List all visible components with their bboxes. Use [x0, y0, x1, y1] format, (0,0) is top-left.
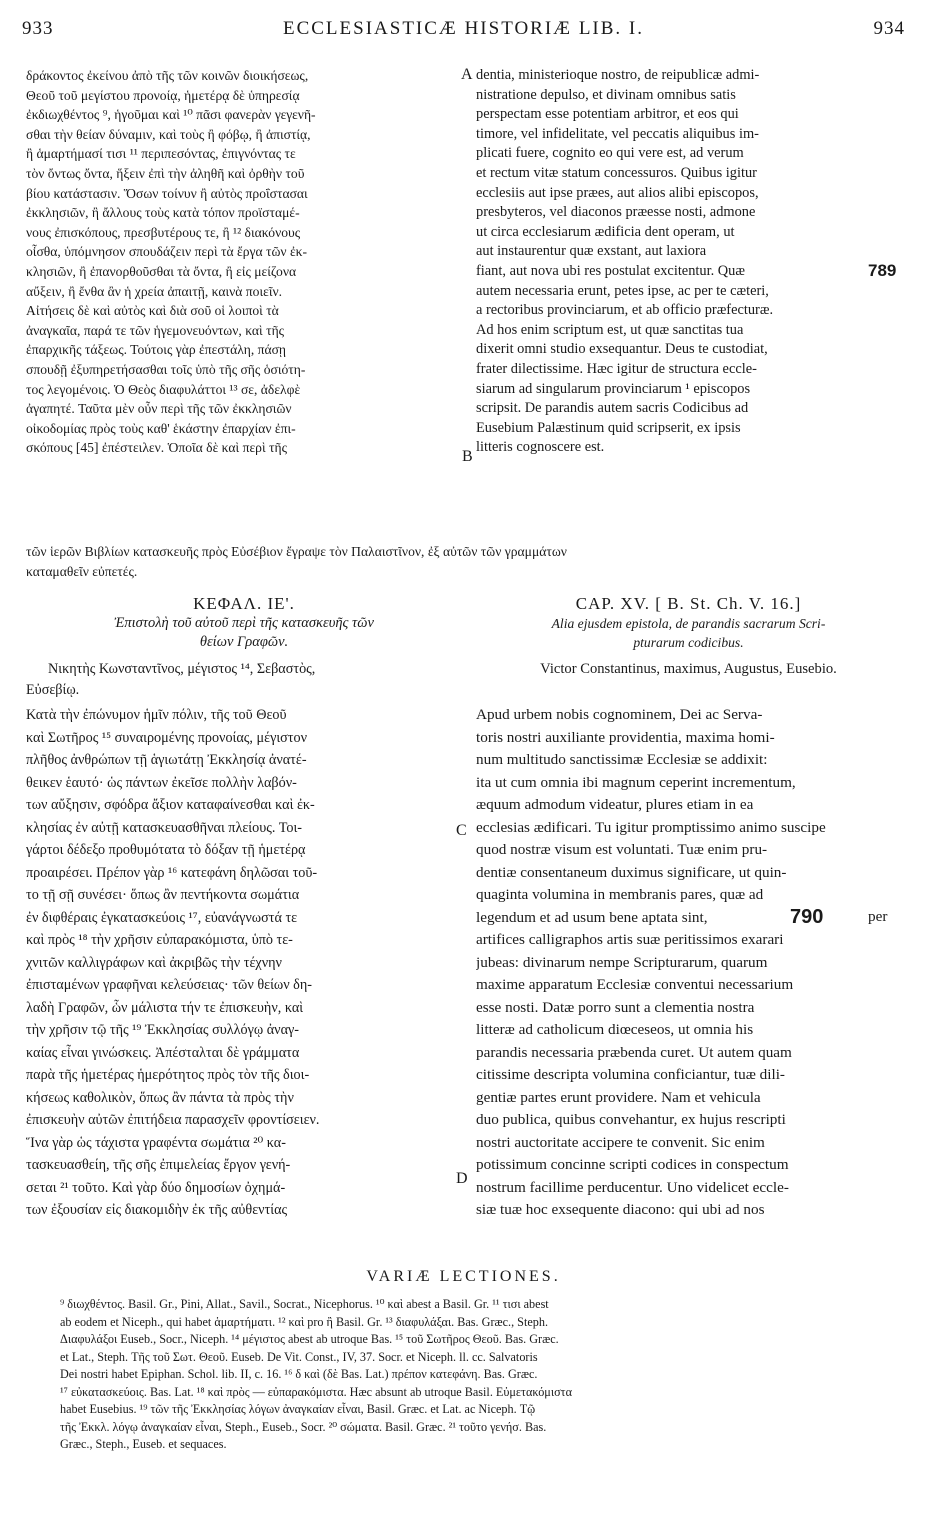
margin-marker-c: C — [456, 822, 467, 839]
greek-text-line: παρὰ τῆς ἡμετέρας ἡμερότητος πρὸς τὸν τῆς διοι- — [26, 1067, 310, 1083]
latin-column-bottom — [476, 704, 901, 1222]
greek-text-line: το τῇ σῇ συνέσει· ὅπως ἂν πεντήκοντα σωμάτια — [26, 887, 300, 903]
greek-text-line: λαδὴ Γραφῶν, ὧν μάλιστα τήν τε ἐπισκευὴν, καὶ — [26, 999, 304, 1016]
latin-text-line: perspectam esse potentiam arbitror, et eos qui — [476, 106, 739, 123]
latin-text-line: aut instaurentur quæ exstant, aut laxiora — [476, 243, 707, 260]
margin-marker-d: D — [456, 1170, 468, 1187]
latin-text-line: siarum ad singularum provinciarum ¹ episcopos — [476, 380, 751, 397]
latin-text-line: a rectoribus provinciarum, et ab officio præfecturæ. — [476, 302, 774, 319]
greek-text-line: τὸν ὄντως ὄντα, ἥξειν ἐπὶ τὴν ἀληθῆ καὶ ὀρθὴν τοῦ — [26, 165, 305, 181]
latin-text-line: parandis necessaria præbenda curet. Ut autem quam — [476, 1043, 792, 1061]
latin-text-line: citissime descripta volumina conficiantur, tuæ dili- — [476, 1066, 785, 1083]
greek-text-line: τος λεγομένοις. Ὁ Θεὸς διαφυλάττοι ¹³ σε, ἀδελφὲ — [26, 381, 301, 397]
greek-text-line: καὶ Σωτῆρος ¹⁵ συναιρομένης προνοίας, μέγιστον — [26, 729, 308, 746]
latin-salutation: Victor Constantinus, maximus, Augustus, Eusebio. — [540, 661, 837, 677]
greek-text-line: Ἵνα γὰρ ὡς τάχιστα γραφέντα σωμάτια ²⁰ κα- — [26, 1134, 286, 1151]
greek-text-line: ἐπισκευὴν αὐτῶν ἐπιτήδεια παρασχεῖν φροντίσειεν. — [26, 1112, 320, 1128]
latin-text-line: fiant, aut nova ubi res postulat excitentur. Quæ — [476, 262, 745, 279]
variae-note-line: habet Eusebius. ¹⁹ τῶν τῆς Ἐκκλησίας λόγων ἀναγκαίαν εἶναι, Basil. Græc. et Lat. ac Niceph. Τῷ — [60, 1402, 536, 1416]
latin-text-line: quod nostræ visum est voluntati. Tuæ enim pru- — [476, 841, 768, 858]
greek-salutation-line: Εὐσεβίῳ. — [26, 682, 80, 698]
latin-text-line: Eusebium Palæstinum quid scripserit, ex ipsis — [476, 419, 741, 436]
running-title: ECCLESIASTICÆ HISTORIÆ LIB. I. — [282, 18, 645, 39]
variae-note-line: ab eodem et Niceph., qui habet ἁμαρτήματι. ¹² καὶ pro ἢ Basil. Gr. ¹³ διαφυλάξαι. Bas. Græc., Steph. — [60, 1314, 548, 1329]
greek-text-line: Κατὰ τὴν ἐπώνυμον ἡμῖν πόλιν, τῆς τοῦ Θεοῦ — [26, 707, 287, 723]
full-width-text-line: τῶν ἱερῶν Βιβλίων κατασκευῆς πρὸς Εὐσέβιον ἔγραψε τὸν Παλαιστῖνον, ἐξ αὐτῶν τῶν γραμμάτων — [26, 544, 567, 559]
margin-number-790-tail: per — [868, 908, 888, 925]
greek-text-line: ἐκκλησιῶν, ἢ ἄλλους τοὺς κατὰ τόπον προϊσταμέ- — [26, 205, 300, 221]
greek-text-line: σεται ²¹ τοῦτο. Καὶ γὰρ δύο δημοσίων ὀχημά- — [26, 1179, 286, 1196]
variae-note-line: τῆς Ἐκκλ. λόγῳ ἀναγκαίαν εἶναι, Steph., Euseb., Socr. ²⁰ σώματα. Basil. Græc. ²¹ τοῦτο γενήσ. Bas. — [60, 1419, 547, 1434]
latin-text-line: Ad hos enim scriptum est, ut quæ sanctitas tua — [476, 321, 744, 338]
latin-chapter-title — [476, 614, 901, 652]
latin-text-line: plicati fuere, cognito eo qui vere est, ad verum — [476, 145, 744, 162]
latin-text-line: duo publica, quibus convehantur, ex hujus rescripti — [476, 1111, 786, 1128]
latin-text-line: dentia, ministerioque nostro, de reipublicæ admi- — [476, 67, 760, 83]
greek-text-line: ἐν διφθέραις ἐγκατασκεύοις ¹⁷, εὐανάγνωστά τε — [26, 909, 298, 926]
greek-text-line: βίου κατάστασιν. Ὅσων τοίνυν ἢ αὐτὸς προΐστασαι — [26, 185, 308, 201]
variae-lectiones-heading: VARIÆ LECTIONES. — [366, 1268, 561, 1285]
greek-text-line: οἰκοδομίας πρὸς τοὺς καθ' ἑκάστην ἐπαρχίαν ἐπι- — [26, 420, 296, 436]
running-header — [22, 18, 905, 42]
greek-column-top — [26, 66, 462, 458]
greek-chapter-heading: ΚΕΦΑΛ. ΙΕ'. — [193, 594, 295, 613]
greek-text-line: χνιτῶν καλλιγράφων καὶ ἀκριβῶς τὴν τέχνην — [26, 954, 282, 971]
greek-text-line: γάρτοι δέδεξο προθυμότατα τὸ δόξαν τῇ ἡμετέρᾳ — [26, 842, 306, 858]
margin-number-790: 790 — [790, 906, 824, 928]
latin-text-line: artifices calligraphos artis suæ peritissimos exarari — [476, 931, 784, 948]
latin-text-line: gentiæ partes erunt providere. Nam et vehicula — [476, 1088, 761, 1106]
greek-text-line: καὶ πρὸς ¹⁸ τὴν χρῆσιν εὐπαρακόμιστα, ὑπὸ τε- — [26, 932, 293, 948]
variae-note-line: ⁹ διωχθέντος. Basil. Gr., Pini, Allat., Savil., Socrat., Nicephorus. ¹⁰ καὶ abest a Basil. Gr. ¹¹ τισι abest — [60, 1297, 549, 1311]
latin-text-line: timore, vel infidelitate, vel peccatis aliquibus im- — [476, 125, 759, 142]
greek-text-line: ἀναγκαῖα, παρά τε τῶν ἡγεμονευόντων, καὶ τῆς — [26, 322, 285, 338]
latin-chapter-title-line: Alia ejusdem epistola, de parandis sacrarum Scri- — [551, 616, 826, 631]
greek-text-line: κήσεως καθολικὸν, ὅπως ἂν πάντα τὰ πρὸς τὴν — [26, 1089, 294, 1106]
greek-text-line: δράκοντος ἐκείνου ἀπὸ τῆς τῶν κοινῶν διοικήσεως, — [26, 68, 309, 83]
greek-salutation-line: Νικητὴς Κωνσταντῖνος, μέγιστος ¹⁴, Σεβαστὸς, — [48, 661, 316, 677]
latin-text-line: Apud urbem nobis cognominem, Dei ac Serva- — [476, 706, 763, 723]
greek-text-line: ἐπισταμένων γραφῆναι κελεύσειας· τῶν θείων δη- — [26, 977, 313, 993]
latin-text-line: litteræ ad catholicum diœceseos, ut omnia his — [476, 1021, 754, 1038]
greek-text-line: σκόπους [45] ἐπέστειλεν. Ὁποῖα δὲ καὶ περὶ τῆς — [26, 440, 287, 456]
greek-text-line: αὔξειν, ἢ ἔνθα ἂν ἡ χρεία ἀπαιτῇ, καινὰ ποιεῖν. — [26, 283, 283, 299]
margin-marker-a: A — [461, 66, 473, 83]
greek-text-line: σθαι τὴν θείαν δύναμιν, καὶ τοὺς ἢ φόβῳ, ἢ ἀπιστίᾳ, — [26, 126, 311, 142]
greek-text-line: κλησιῶν, ἢ ἐπανορθοῦσθαι τὰ ὄντα, ἢ εἰς μείζονα — [26, 263, 297, 279]
latin-text-line: maxime apparatum Ecclesiæ conventui necessarium — [476, 976, 794, 993]
latin-text-line: æquum admodum videatur, plures etiam in ea — [476, 796, 754, 813]
variae-note-line: Dei nostri habet Epiphan. Schol. lib. II, c. 16. ¹⁶ δ καὶ (δὲ Bas. Lat.) πρέπον κατεφάνη. Bas. Græc. — [60, 1367, 538, 1381]
variae-lectiones-notes — [60, 1296, 894, 1454]
latin-text-line: toris nostri auxiliante providentia, maxima homi- — [476, 728, 775, 746]
latin-text-line: ecclesias ædificari. Tu igitur promptissimo animo suscipe — [476, 818, 826, 836]
greek-text-line: θεικεν ἑαυτό· ὡς πάντων ἐκεῖσε πολλὴν λαβόν- — [26, 774, 297, 791]
latin-text-line: ecclesiis aut ipse præes, aut alios alibi episcopos, — [476, 184, 759, 201]
latin-text-line: scripsit. De parandis autem sacris Codicibus ad — [476, 400, 749, 417]
latin-text-line: quaginta volumina in membranis pares, quæ ad — [476, 886, 764, 903]
greek-text-line: προαιρέσει. Πρέπον γὰρ ¹⁶ κατεφάνη δηλῶσαι τοῦ- — [26, 864, 318, 881]
greek-column-bottom — [26, 704, 462, 1222]
latin-text-line: legendum et ad usum bene aptata sint, — [476, 908, 708, 926]
latin-text-line: siæ tuæ hoc exsequente diacono: qui ubi ad nos — [476, 1201, 765, 1218]
greek-text-line: κλησίας ἐν αὐτῇ κατασκευασθῆναι πλείους. Τοι- — [26, 819, 303, 836]
latin-text-line: ita ut cum omnia ibi magnum ceperint incrementum, — [476, 773, 796, 791]
greek-text-line: Θεοῦ τοῦ μεγίστου προνοίᾳ, ἡμετέρᾳ δὲ ὑπηρεσίᾳ — [26, 87, 300, 103]
greek-text-line: ἀγαπητέ. Ταῦτα μὲν οὖν περὶ τῆς τῶν ἐκκλησιῶν — [26, 401, 292, 417]
latin-text-line: nostrum facillime perducentur. Uno videlicet eccle- — [476, 1178, 789, 1196]
variae-note-line: et Lat., Steph. Τῆς τοῦ Σωτ. Θεοῦ. Euseb. De Vit. Const., IV, 37. Socr. et Niceph. ll. cc. Salvatoris — [60, 1349, 538, 1364]
latin-column-top — [476, 66, 901, 458]
latin-text-line: presbyteros, vel diaconos præesse nosti, admone — [476, 204, 756, 221]
latin-text-line: nostri auctoritate accipere te convenit. Sic enim — [476, 1133, 765, 1151]
greek-text-line: ἢ ἁμαρτήμασί τισι ¹¹ περιπεσόντας, ἐπιγνόντας τε — [26, 146, 296, 162]
greek-text-line: οἶσθα, ὑπόμνησον σπουδάζειν περὶ τὰ ἔργα τῶν ἐκ- — [26, 244, 308, 260]
variae-note-line: ¹⁷ εὐκατασκεύοις. Bas. Lat. ¹⁸ καὶ πρὸς — εὐπαρακόμιστα. Hæc absunt ab utroque Basil. Εὐμετακόμιστα — [60, 1384, 572, 1399]
latin-text-line: dentiæ consentaneum duximus significare, ut quin- — [476, 863, 787, 881]
latin-chapter-title-line: pturarum codicibus. — [633, 635, 744, 650]
page-number-right: 934 — [873, 18, 905, 39]
latin-text-line: nistratione depulso, et divinam omnibus satis — [476, 86, 736, 103]
latin-text-line: dixerit omni studio exsequantur. Deus te custodiat, — [476, 341, 768, 358]
greek-text-line: πλῆθος ἀνθρώπων τῇ ἁγιωτάτῃ Ἐκκλησίᾳ ἀνατέ- — [26, 752, 307, 768]
greek-text-line: ἐπαρχικῆς τάξεως. Τούτοις γὰρ ἐπεστάλη, πάσῃ — [26, 342, 287, 358]
greek-text-line: Αἰτήσεις δὲ καὶ αὐτὸς καὶ διὰ σοῦ οἱ λοιποὶ τὰ — [26, 303, 279, 319]
greek-text-line: ἐκδιωχθέντος ⁹, ἡγοῦμαι καὶ ¹⁰ πᾶσι φανερὰν γεγενῆ- — [26, 107, 316, 123]
greek-text-line: νους ἐπισκόπους, πρεσβυτέρους τε, ἢ ¹² διακόνους — [26, 224, 301, 240]
latin-text-line: et rectum vitæ statum concessuros. Quibus igitur — [476, 164, 757, 181]
latin-text-line: jubeas: divinarum nempe Scripturarum, quarum — [476, 953, 768, 971]
latin-text-line: ut circa ecclesiarum ædificia dent operam, ut — [476, 223, 735, 240]
full-width-lines — [26, 542, 902, 581]
margin-marker-b: B — [462, 448, 473, 465]
greek-chapter-title — [26, 614, 462, 652]
variae-note-line: Græc., Steph., Euseb. et sequaces. — [60, 1437, 227, 1451]
variae-note-line: Διαφυλάξοι Euseb., Socr., Niceph. ¹⁴ μέγιστος abest ab utroque Bas. ¹⁵ τοῦ Σωτῆρος Θεοῦ. Bas. Græc. — [60, 1332, 559, 1346]
latin-text-line: esse nosti. Datæ porro sunt a clementia nostra — [476, 998, 755, 1016]
greek-text-line: τὴν χρῆσιν τῷ τῆς ¹⁹ Ἐκκλησίας συλλόγῳ ἀναγ- — [26, 1022, 300, 1038]
latin-chapter-heading: CAP. XV. [ B. St. Ch. V. 16.] — [575, 594, 802, 613]
latin-text-line: num multitudo sanctissimæ Ecclesiæ se addixit: — [476, 751, 768, 768]
greek-text-line: καίας εἶναι γινώσκεις. Ἀπέσταλται δὲ γράμματα — [26, 1044, 300, 1061]
greek-text-line: σπουδῇ ἐξυπηρετήσασθαι τοῖς ὑπὸ τῆς σῆς ὁσιότη- — [26, 361, 306, 377]
margin-number-789: 789 — [868, 261, 897, 280]
latin-text-line: frater dilectissime. Hæc igitur de structura eccle- — [476, 360, 757, 377]
greek-salutation — [26, 659, 462, 701]
greek-text-line: των αὔξησιν, σφόδρα ἄξιον καταφαίνεσθαι καὶ ἐκ- — [26, 797, 315, 813]
page-number-left: 933 — [22, 18, 54, 39]
full-width-text-line: καταμαθεῖν εὐπετές. — [26, 563, 138, 579]
greek-text-line: των ἐξουσίαν εἰς διακομιδὴν ἐκ τῆς αὐθεντίας — [26, 1202, 288, 1218]
greek-text-line: τασκευασθείη, τῆς σῆς ἐπιμελείας ἔργον γενή- — [26, 1157, 291, 1173]
greek-chapter-title-line: Ἐπιστολὴ τοῦ αὐτοῦ περὶ τῆς κατασκευῆς τῶν — [114, 615, 374, 631]
greek-chapter-title-line: θείων Γραφῶν. — [199, 634, 289, 650]
latin-text-line: autem necessaria erunt, petes ipse, ac per te cæteri, — [476, 282, 769, 299]
latin-text-line: litteris cognoscere est. — [476, 439, 605, 456]
latin-text-line: potissimum concinne scripti codices in conspectum — [476, 1156, 789, 1173]
